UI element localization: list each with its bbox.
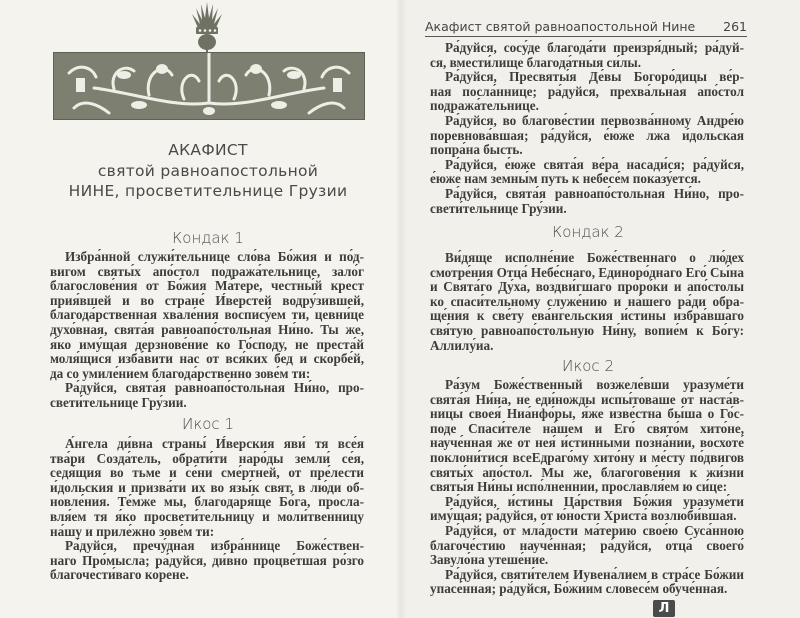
text-line: поклони́тися всеЕдраго́му хито́ну и ме́сту по́двигов [430, 449, 744, 465]
text-line: святы́я Ни́ны испо́лненнии, прославля́ем ю си́це: [430, 479, 728, 495]
akathist-dedication: НИНЕ, просветительнице Грузии [68, 182, 348, 200]
text-line: прия́вшей и во стране́ И́верстей водру́зившей, [50, 292, 364, 308]
text-line: подража́тельнице. [430, 98, 539, 114]
akathist-subtitle: святой равноапостольной [97, 162, 319, 180]
text-line: благослове́ния от Бо́жия Ма́тере, честны́й крест [50, 278, 364, 294]
text-line: Ра́дуйся, е́юже свята́я ве́ра насади́ся; ра́дуйся, [445, 156, 744, 172]
page-number: 261 [723, 19, 747, 34]
foliage-headpiece-ornament [53, 52, 365, 120]
akathist-title: АКАФИСТ [168, 141, 248, 159]
text-line: благоче́стию науче́нная; ра́дуйся, отца́ своего́ [430, 537, 744, 553]
text-line: Ра́дуйся, свята́я равноапо́стольная Ни́но, про- [65, 380, 364, 396]
crown-flame-ornament-icon [186, 0, 228, 56]
text-line: Ра́дуйся, сосу́де благода́ти преизря́дный; ра́дуй- [445, 40, 744, 55]
text-line: вля́ем тя я́ко просвети́тельницу и моли́твенницу [50, 508, 364, 524]
text-line: А́нгела ди́вна страны́ И́верския яви́ тя все́я [65, 436, 364, 451]
text-line: наго Про́мысла; ра́дуйся, ди́вно процве́тшая ро́зго [50, 552, 364, 568]
ikos-2-heading: Икос 2 [562, 357, 614, 375]
text-line: Ра́дуйся, Пресвяты́я Де́вы Богоро́дицы ве́р- [445, 69, 744, 85]
text-line: и́дольския и призва́ти их во язы́к свят, в лю́ди об- [50, 479, 364, 495]
text-line: свята́я Ни́на, не еди́ножды испы́товаше от наста́в- [430, 391, 744, 407]
text-line: поревнова́вшая; ра́дуйся, е́юже лжа и́дольская [430, 127, 744, 143]
text-line: ще́ния к све́ту ева́нгельския и́стины избра́вшаго [430, 308, 744, 324]
text-line: Ра́дуйся, свята́я равноапо́стольная Ни́но, про- [445, 185, 744, 201]
text-line: моля́щися изба́вити нас от вся́ких бед и скорбе́й, [50, 351, 364, 367]
text-line: свети́тельнице Гру́зии. [430, 200, 567, 216]
text-line: вигом святы́х апо́стол подража́тельнице, зало́г [50, 263, 364, 279]
text-line: Ра́дуйся, пречу́дная избра́ннице Боже́ствен- [65, 538, 364, 554]
kondak-1-heading: Кондак 1 [172, 229, 244, 247]
text-line: ницы своея́ Ниа́нфо́ры, я́же изве́стна бы́ша о Го́с- [430, 406, 744, 422]
text-line: Аллилу́иа. [430, 337, 494, 353]
kondak-2-text [430, 251, 744, 353]
text-line: Ра́дуйся, святи́телем Иувена́лием в стра́се Бо́жии [445, 566, 744, 582]
publisher-logo-icon: Л [653, 600, 675, 617]
text-line: ся, вмести́лище благода́тныя си́лы. [430, 54, 641, 70]
text-line: да со умиле́нием благода́рственно зове́м ти: [50, 365, 311, 381]
text-line: е́юже нам земны́м путь к небесе́м показу́ется. [430, 171, 701, 187]
text-line: духо́вная, свята́я равноапо́стольная Ни́но. Ты же, [50, 321, 364, 337]
text-line: попра́на бысть. [430, 142, 523, 158]
text-line: Завуло́на утеше́ние. [430, 552, 549, 568]
text-line: упасе́нная; ра́дуйся, Бо́жиим словесе́м обуче́нная. [430, 581, 728, 597]
text-line: Ра́зум Боже́ственный возжеле́вши уразуме́ти [445, 377, 744, 392]
text-line: тва́ри Созда́тель, обрати́ти наро́ды земли́ се́я, [50, 450, 364, 466]
text-line: ная посла́ннице; ра́дуйся, прехва́льная апо́стол [430, 83, 744, 99]
text-line: ко спаси́тельному служе́нию и на́шего ра́ди обра- [430, 293, 744, 309]
text-line: я́ко иму́щая дерзнове́ние ко Го́споду, не преста́й [50, 336, 364, 352]
text-line: благода́рственная хвале́ния воспису́ем ти, цевни́це [50, 307, 364, 323]
text-line: благочести́ваго ко́рене. [50, 567, 189, 583]
running-head [425, 19, 747, 37]
ikos-2-text [430, 378, 744, 597]
text-line: поде Спаси́теле на́шем и Его́ свято́м хито́не, [430, 420, 744, 436]
running-head-title: Акафист святой равноапостольной Нине [425, 19, 696, 34]
text-line: на́шу и приле́жно зове́м ти: [50, 523, 215, 539]
ikos-1-heading: Икос 1 [182, 415, 234, 433]
text-line: науче́нная же от нея́ и́стинными позна́нии, восхоте́ [430, 435, 744, 451]
text-line: свети́тельнице Гру́зии. [50, 394, 187, 410]
text-line: иму́щая; ра́дуйся, от ю́ности Христа́ возлюби́вшая. [430, 508, 737, 524]
ikos-1-continuation-text [430, 41, 744, 216]
text-line: святы́х апо́стол. Мы же, благогове́ния к жи́зни [430, 464, 744, 480]
text-line: и Свята́го Ду́ха, воздви́гшаго проро́ки и апо́столы [430, 279, 744, 295]
ikos-1-text [50, 437, 364, 583]
text-line: седя́щия во тьме и се́ни сме́ртней, от пре́лести [50, 465, 364, 481]
text-line: смотре́ния Отца́ Небе́снаго, Единоро́днаго Его́ Сы́на [430, 264, 744, 280]
kondak-1-text [50, 250, 364, 411]
text-line: Избра́нной служи́тельнице сло́ва Бо́жия и по́д- [65, 249, 364, 264]
text-line: Ра́дуйся, и́стины Ца́рствия Бо́жия уразуме́ти [445, 493, 744, 509]
kondak-2-heading: Кондак 2 [552, 223, 624, 241]
text-line: свя́тую равноапо́стольную Ни́ну, вопие́м к Бо́гу: [430, 322, 744, 338]
book-gutter [396, 0, 406, 618]
text-line: Ра́дуйся, от мла́дости ма́терию свое́ю Суса́нною [445, 522, 744, 538]
text-line: Ра́дуйся, во благове́стии первозва́нному Андре́ю [445, 112, 744, 128]
text-line: Ви́дяще исполне́ние Боже́ственнаго о лю́дех [445, 250, 744, 265]
text-line: новле́ния. Те́мже мы, благодаря́ще Бо́га, просла- [50, 494, 364, 510]
